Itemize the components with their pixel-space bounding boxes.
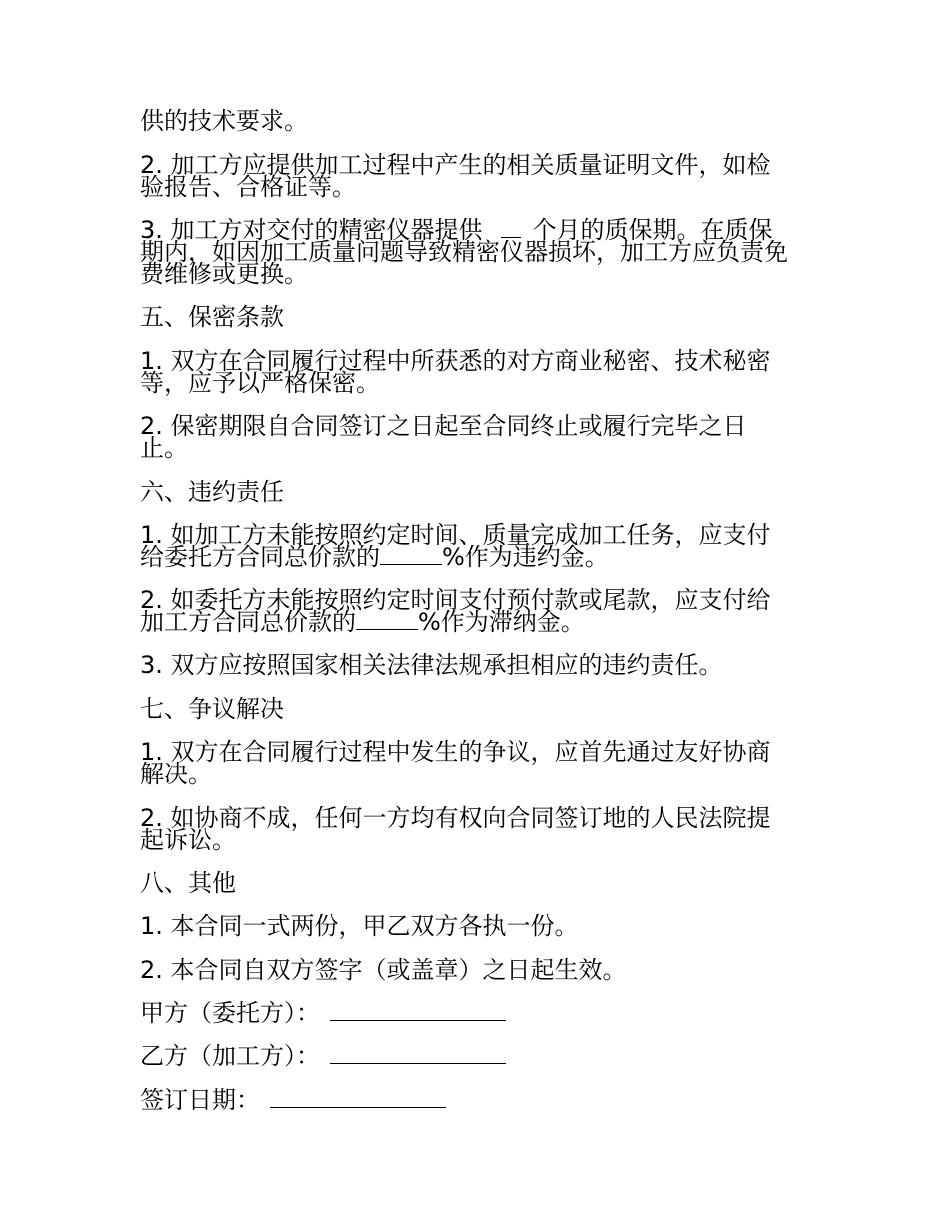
party-a-signature-blank: [330, 1002, 506, 1021]
signature-line-date: [140, 1087, 446, 1113]
section-heading: 六、违约责任: [140, 478, 284, 506]
paragraph-line: 1. 本合同一式两份，甲乙双方各执一份。: [140, 912, 579, 940]
late-fee-percent-blank: [356, 611, 418, 630]
section-heading: 五、保密条款: [140, 303, 284, 331]
paragraph-line: 止。: [140, 434, 188, 462]
text-segment: %作为滞纳金。: [418, 608, 585, 636]
paragraph-line: 解决。: [140, 760, 212, 788]
paragraph-line: 2. 本合同自双方签字（或盖章）之日起生效。: [140, 956, 627, 984]
sign-date-blank: [270, 1089, 446, 1108]
text-segment: 加工方合同总价款的: [140, 608, 356, 636]
text-segment: %作为违约金。: [442, 543, 609, 571]
penalty-percent-blank: [380, 546, 442, 565]
paragraph-line: 1. 双方在合同履行过程中发生的争议，应首先通过友好协商: [140, 738, 771, 766]
paragraph-line: 起诉讼。: [140, 826, 236, 854]
paragraph-line: 2. 如协商不成，任何一方均有权向合同签订地的人民法院提: [140, 804, 771, 832]
paragraph-line: 1. 双方在合同履行过程中所获悉的对方商业秘密、技术秘密: [140, 347, 771, 375]
signature-label: 乙方（加工方）：: [140, 1042, 320, 1070]
paragraph-line: 等，应予以严格保密。: [140, 369, 380, 397]
signature-line-party-b: [140, 1043, 506, 1069]
signature-line-party-a: [140, 1000, 506, 1026]
signature-label: 甲方（委托方）：: [140, 999, 320, 1027]
section-heading: 八、其他: [140, 869, 236, 897]
paragraph-line: 验报告、合格证等。: [140, 173, 356, 201]
paragraph-line: 2. 加工方应提供加工过程中产生的相关质量证明文件，如检: [140, 151, 771, 179]
paragraph-line: 费维修或更换。: [140, 260, 308, 288]
section-heading: 七、争议解决: [140, 695, 284, 723]
text-segment: 3. 加工方对交付的精密仪器提供: [140, 216, 483, 244]
text-segment: 个月的质保期。在质保: [532, 216, 773, 244]
paragraph-line: [140, 544, 609, 570]
text-segment: 给委托方合同总价款的: [140, 543, 380, 571]
paragraph-line: 3. 双方应按照国家相关法律法规承担相应的违约责任。: [140, 651, 723, 679]
paragraph-line: 2. 保密期限自合同签订之日起至合同终止或履行完毕之日: [140, 412, 747, 440]
paragraph-line: 1. 如加工方未能按照约定时间、质量完成加工任务，应支付: [140, 521, 771, 549]
paragraph-line: 期内，如因加工质量问题导致精密仪器损坏，加工方应负责免: [140, 238, 788, 266]
signature-label: 签订日期：: [140, 1086, 260, 1114]
warranty-months-blank: [501, 219, 521, 238]
party-b-signature-blank: [330, 1045, 506, 1064]
paragraph-line: [140, 609, 585, 635]
paragraph-line: 2. 如委托方未能按照约定时间支付预付款或尾款，应支付给: [140, 586, 771, 614]
paragraph-line: 供的技术要求。: [140, 107, 308, 135]
